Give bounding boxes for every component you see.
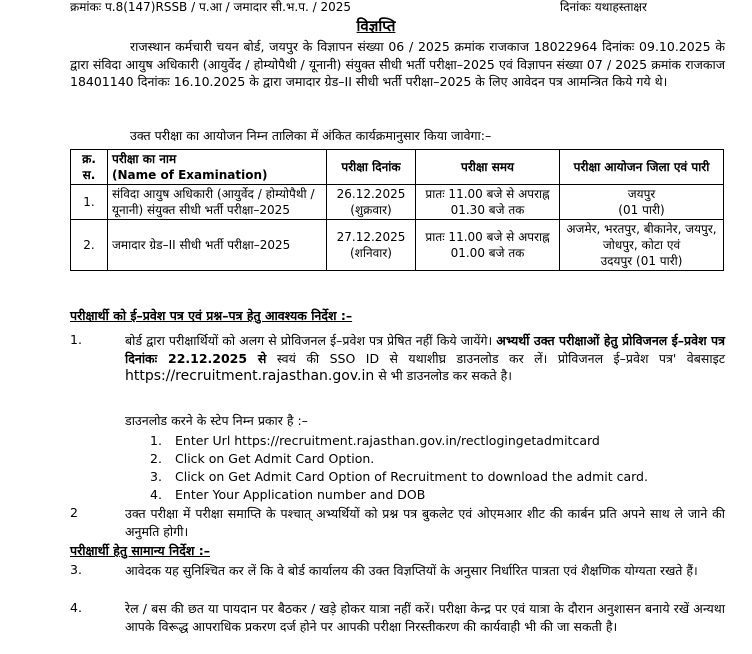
item1-part-a: बोर्ड द्वारा परीक्षार्थियों को अलग से प्रोविजनल ई–प्रवेश पत्र प्रेषित नहीं किये जायेंगे।: [125, 333, 493, 348]
item1-text: [125, 332, 725, 386]
cell-shift-value: (01 पारी): [618, 203, 665, 217]
col-header-name-en: (Name of Examination): [112, 168, 268, 182]
item1-part-c: स्वयं की SSO ID से यथाशीघ्र डाउनलोड कर लें। प्रोविजनल ई–प्रवेश पत्र' वेबसाइट: [276, 350, 726, 366]
cell-district-value: जयपुर: [627, 187, 656, 201]
col-header-time: परीक्षा समय: [416, 150, 560, 185]
intro-paragraph: राजस्थान कर्मचारी चयन बोर्ड, जयपुर के विज्ञापन संख्या 06 / 2025 क्रमांक राजकाज 18022964 दिनांकः 09.10.2025 के द्वारा संविदा आयुष अधिकारी (आयुर्वेद / होम्योपैथी / यूनानी) संयुक्त सीधी भर्ती परीक्षा–2025 एवं विज्ञापन संख्या 07 / 2025 क्रमांक राजकाज 18401140 दिनांकः 16.10.2025 के द्वारा जमादार ग्रेड–II सीधी भर्ती परीक्षा–2025 के लिए आवेदन पत्र आमन्त्रित किये गये थे।: [70, 39, 725, 89]
cell-exam-name: संविदा आयुष अधिकारी (आयुर्वेद / होम्योपैथी / यूनानी) संयुक्त सीधी भर्ती परीक्षा–2025: [108, 185, 327, 220]
recruitment-website-link[interactable]: https://recruitment.rajasthan.gov.in: [125, 368, 375, 384]
col-header-name: [108, 150, 327, 185]
item-number: 3.: [70, 562, 82, 577]
item1-part-b: अभ्यर्थी उक्त परीक्षाओं हेतु प्रोविजनल ई–प्रवेश पत्र दिनांकः 22.12.2025 से: [125, 333, 726, 366]
col-header-sno: क्र. स.: [71, 150, 108, 185]
step-number: 2.: [150, 451, 162, 466]
cell-date: [327, 220, 416, 271]
col-header-date: परीक्षा दिनांक: [327, 150, 416, 185]
cell-date-value: 27.12.2025: [336, 230, 406, 244]
cell-district: [560, 220, 724, 271]
cell-time: प्रातः 11.00 बजे से अपराह्न 01.30 बजे तक: [416, 185, 560, 220]
cell-sno: 1.: [71, 185, 108, 220]
item2-text: उक्त परीक्षा में परीक्षा समाप्ति के पश्चात् अभ्यर्थियों को प्रश्न पत्र बुकलेट एवं ओएमआर शीट की कार्बन प्रति अपने साथ ले जाने की अनुमति होगी।: [125, 506, 725, 539]
cell-district-value: अजमेर, भरतपुर, बीकानेर, जयपुर, जोधपुर, कोटा एवं: [566, 222, 717, 252]
item-number: 2: [70, 505, 78, 520]
table-row: [71, 185, 724, 220]
cell-date-value: 26.12.2025: [336, 187, 406, 201]
reference-number: क्रमांकः प.8(147)RSSB / प.आ / जमादार सी.भ.प. / 2025: [70, 0, 352, 14]
table-header-row: [71, 150, 724, 185]
notice-title: विज्ञप्ति: [356, 17, 396, 35]
cell-date: [327, 185, 416, 220]
step-number: 4.: [150, 487, 162, 502]
intro-paragraph-2: उक्त परीक्षा का आयोजन निम्न तालिका में अंकित कार्यक्रमानुसार किया जावेगा:–: [130, 128, 492, 143]
step-text: Enter Url https://recruitment.rajasthan.gov.in/rectlogingetadmitcard: [175, 433, 600, 448]
step-number: 1.: [150, 433, 162, 448]
col-header-district: परीक्षा आयोजन जिला एवं पारी: [560, 150, 724, 185]
steps-intro: डाउनलोड करने के स्टेप निम्न प्रकार है :–: [125, 413, 308, 428]
item4-text: रेल / बस की छत या पायदान पर बैठकर / खड़े होकर यात्रा नहीं करें। परीक्षा केन्द्र पर एवं यात्रा के दौरान अनुशासन बनाये रखें अन्यथा आपके विरूद्ध आपराधिक प्रकरण दर्ज होने पर आपकी परीक्षा निरस्तीकरण की कार्यवाही भी की जा सकती है।: [125, 601, 725, 634]
section-heading-general: परीक्षार्थी हेतु सामान्य निर्देश :–: [70, 543, 210, 558]
step-text: Click on Get Admit Card Option of Recruitment to download the admit card.: [175, 469, 648, 484]
col-header-name-hi: परीक्षा का नाम: [112, 152, 177, 166]
cell-day-value: (शुक्रवार): [350, 203, 392, 217]
cell-day-value: (शनिवार): [350, 246, 392, 260]
step-number: 3.: [150, 469, 162, 484]
item1-part-d: से भी डाउनलोड कर सकते है।: [378, 368, 512, 383]
cell-shift-value: उदयपुर (01 पारी): [600, 254, 683, 268]
item3-text: आवेदक यह सुनिश्चित कर लें कि वे बोर्ड कार्यालय की उक्त विज्ञप्तियों के अनुसार निर्धारित पात्रता एवं शैक्षणिक योग्यता रखते हैं।: [125, 563, 698, 578]
cell-sno: 2.: [71, 220, 108, 271]
cell-time: प्रातः 11.00 बजे से अपराह्न 01.00 बजे तक: [416, 220, 560, 271]
exam-schedule-table: [70, 149, 724, 271]
step-text: Click on Get Admit Card Option.: [175, 451, 375, 466]
cell-district: [560, 185, 724, 220]
notice-date: दिनांकः यथाहस्ताक्षर: [560, 0, 647, 14]
table-row: [71, 220, 724, 271]
step-text: Enter Your Application number and DOB: [175, 487, 426, 502]
cell-exam-name: जमादार ग्रेड–II सीधी भर्ती परीक्षा–2025: [108, 220, 327, 271]
section-heading-admit-card: परीक्षार्थी को ई–प्रवेश पत्र एवं प्रश्न–पत्र हेतु आवश्यक निर्देश :–: [70, 308, 353, 323]
item-number: 4.: [70, 600, 82, 615]
item-number: 1.: [70, 332, 82, 347]
